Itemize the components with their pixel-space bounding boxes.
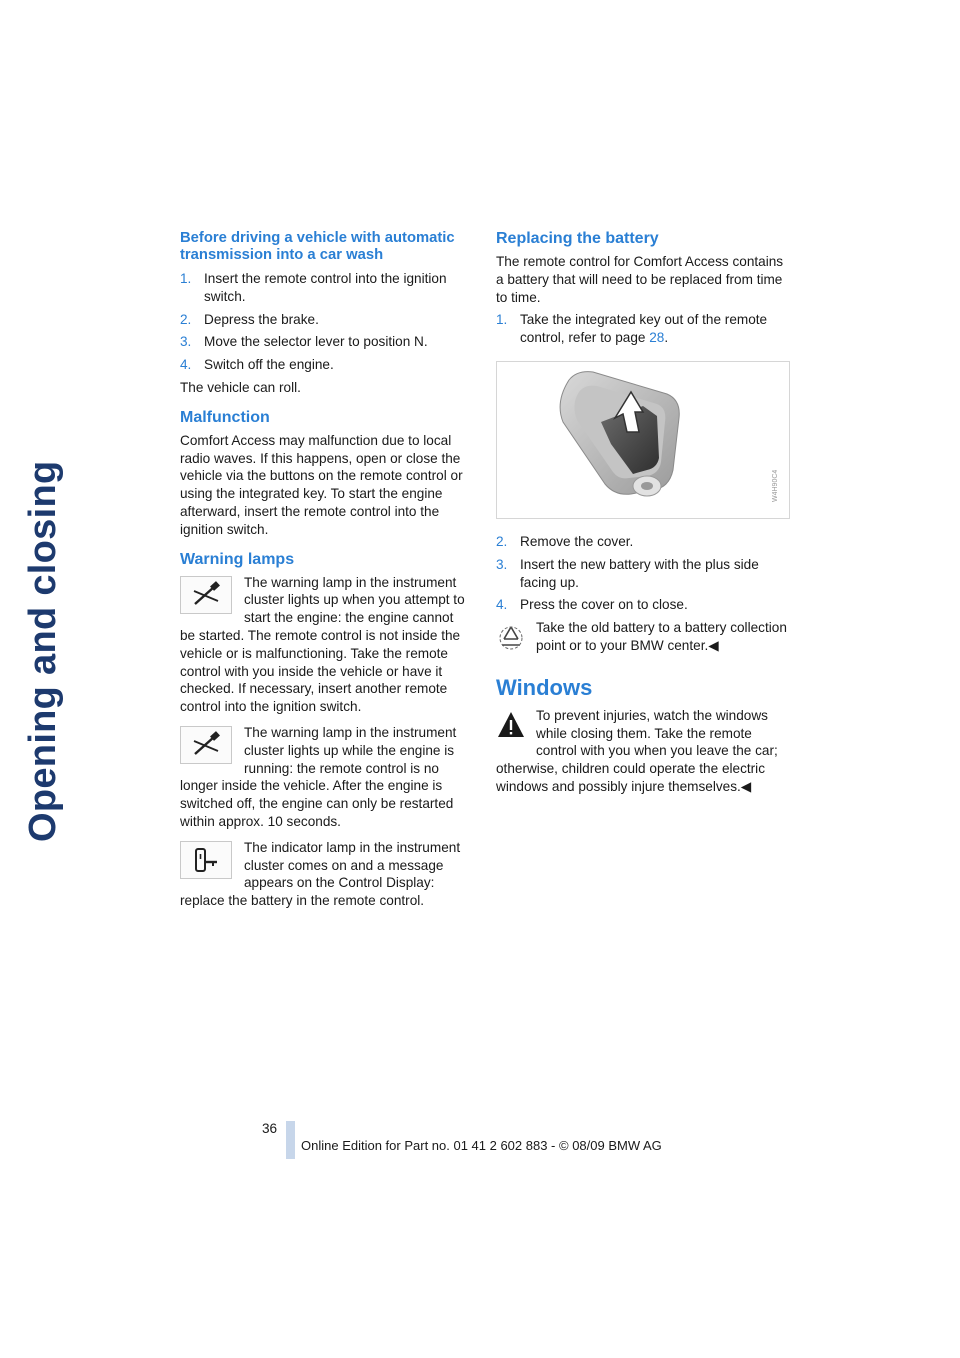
battery-step-1 <box>496 311 788 347</box>
step-text: Insert the new battery with the plus side facing up. <box>520 556 759 590</box>
recycle-text: Take the old battery to a battery collection point or to your BMW center.◀ <box>536 620 787 653</box>
step-number: 2. <box>180 311 192 327</box>
heading-replacing-battery: Replacing the battery <box>496 230 659 247</box>
heading-malfunction: Malfunction <box>180 408 270 426</box>
step-number: 3. <box>180 334 192 350</box>
warning-lamp-1-text: The warning lamp in the instrument cluster lights up when you attempt to start the engine: the engine cannot be started. The remote control is not inside the vehicle or is malfunctioning. Take the remote control with you inside the vehicle or have it checked. If necessary, insert another remote control into the ignition switch. <box>180 574 465 715</box>
footer-bar <box>286 1121 295 1159</box>
step-text-end: . <box>664 330 669 346</box>
key-battery-icon <box>180 841 232 879</box>
step-number: 4. <box>180 357 192 373</box>
page-28-link[interactable]: 28 <box>649 330 665 346</box>
step-text: Depress the brake. <box>204 311 319 327</box>
left-column <box>180 230 472 918</box>
windows-warning-text: To prevent injuries, watch the windows while closing them. Take the remote control with you when you leave the car; otherwise, children could operate the electric windows and possibly injure themselves.◀ <box>496 707 778 794</box>
recycle-icon <box>496 621 526 657</box>
image-code: W4H90C4 <box>772 469 779 502</box>
car-wash-note: The vehicle can roll. <box>180 379 301 395</box>
step-text: Remove the cover. <box>520 533 634 549</box>
list-item <box>496 556 788 592</box>
key-not-detected-icon <box>180 726 232 764</box>
car-wash-steps <box>180 270 472 374</box>
list-item <box>496 533 788 551</box>
remote-control-illustration <box>496 361 790 519</box>
step-text: Press the cover on to close. <box>520 597 688 613</box>
list-item <box>496 596 788 614</box>
list-item <box>496 311 788 347</box>
list-item <box>180 356 472 374</box>
list-item <box>180 270 472 306</box>
warning-lamp-2 <box>180 724 472 831</box>
remote-key-graphic <box>497 362 789 518</box>
list-item <box>180 311 472 329</box>
warning-triangle-icon <box>496 709 526 745</box>
malfunction-text: Comfort Access may malfunction due to local radio waves. If this happens, open or close the vehicle via the buttons on the remote control or using the integrated key. To start the engine afterward, insert the remote control into the ignition switch. <box>180 432 463 537</box>
list-item <box>180 333 472 351</box>
windows-warning <box>496 707 788 796</box>
side-title <box>22 222 66 1222</box>
warning-lamp-1 <box>180 574 472 716</box>
step-number: 1. <box>180 271 192 286</box>
page-number: 36 <box>262 1121 278 1136</box>
battery-steps <box>496 533 788 614</box>
section-tab-label: Opening and closing <box>22 460 64 842</box>
footer-edition: Online Edition for Part no. 01 41 2 602 883 - © 08/09 BMW AG <box>301 1138 662 1153</box>
step-number: 2. <box>496 533 508 549</box>
step-number: 3. <box>496 556 508 572</box>
recycle-note <box>496 619 788 655</box>
heading-car-wash: Before driving a vehicle with automatic transmission into a car wash <box>180 230 455 263</box>
key-not-detected-icon <box>180 576 232 614</box>
right-column <box>496 230 788 804</box>
warning-lamp-3-text: The indicator lamp in the instrument cluster comes on and a message appears on the Control Display: replace the battery in the remote control. <box>180 839 461 909</box>
step-text: Move the selector lever to position N. <box>204 334 428 350</box>
battery-intro: The remote control for Comfort Access contains a battery that will need to be replaced from time to time. <box>496 254 784 305</box>
warning-lamp-3 <box>180 839 472 910</box>
step-text: Take the integrated key out of the remote control, refer to page <box>520 312 768 346</box>
step-text: Switch off the engine. <box>204 357 334 373</box>
step-text: Insert the remote control into the ignition switch. <box>204 271 447 304</box>
heading-warning-lamps: Warning lamps <box>180 550 295 568</box>
warning-lamp-2-text: The warning lamp in the instrument cluster lights up while the engine is running: the remote control is no longer inside the vehicle. After the engine is switched off, the engine can only be restarted within approx. 10 seconds. <box>180 724 457 829</box>
heading-windows: Windows <box>496 674 593 700</box>
step-number: 4. <box>496 597 508 613</box>
step-number: 1. <box>496 312 508 328</box>
